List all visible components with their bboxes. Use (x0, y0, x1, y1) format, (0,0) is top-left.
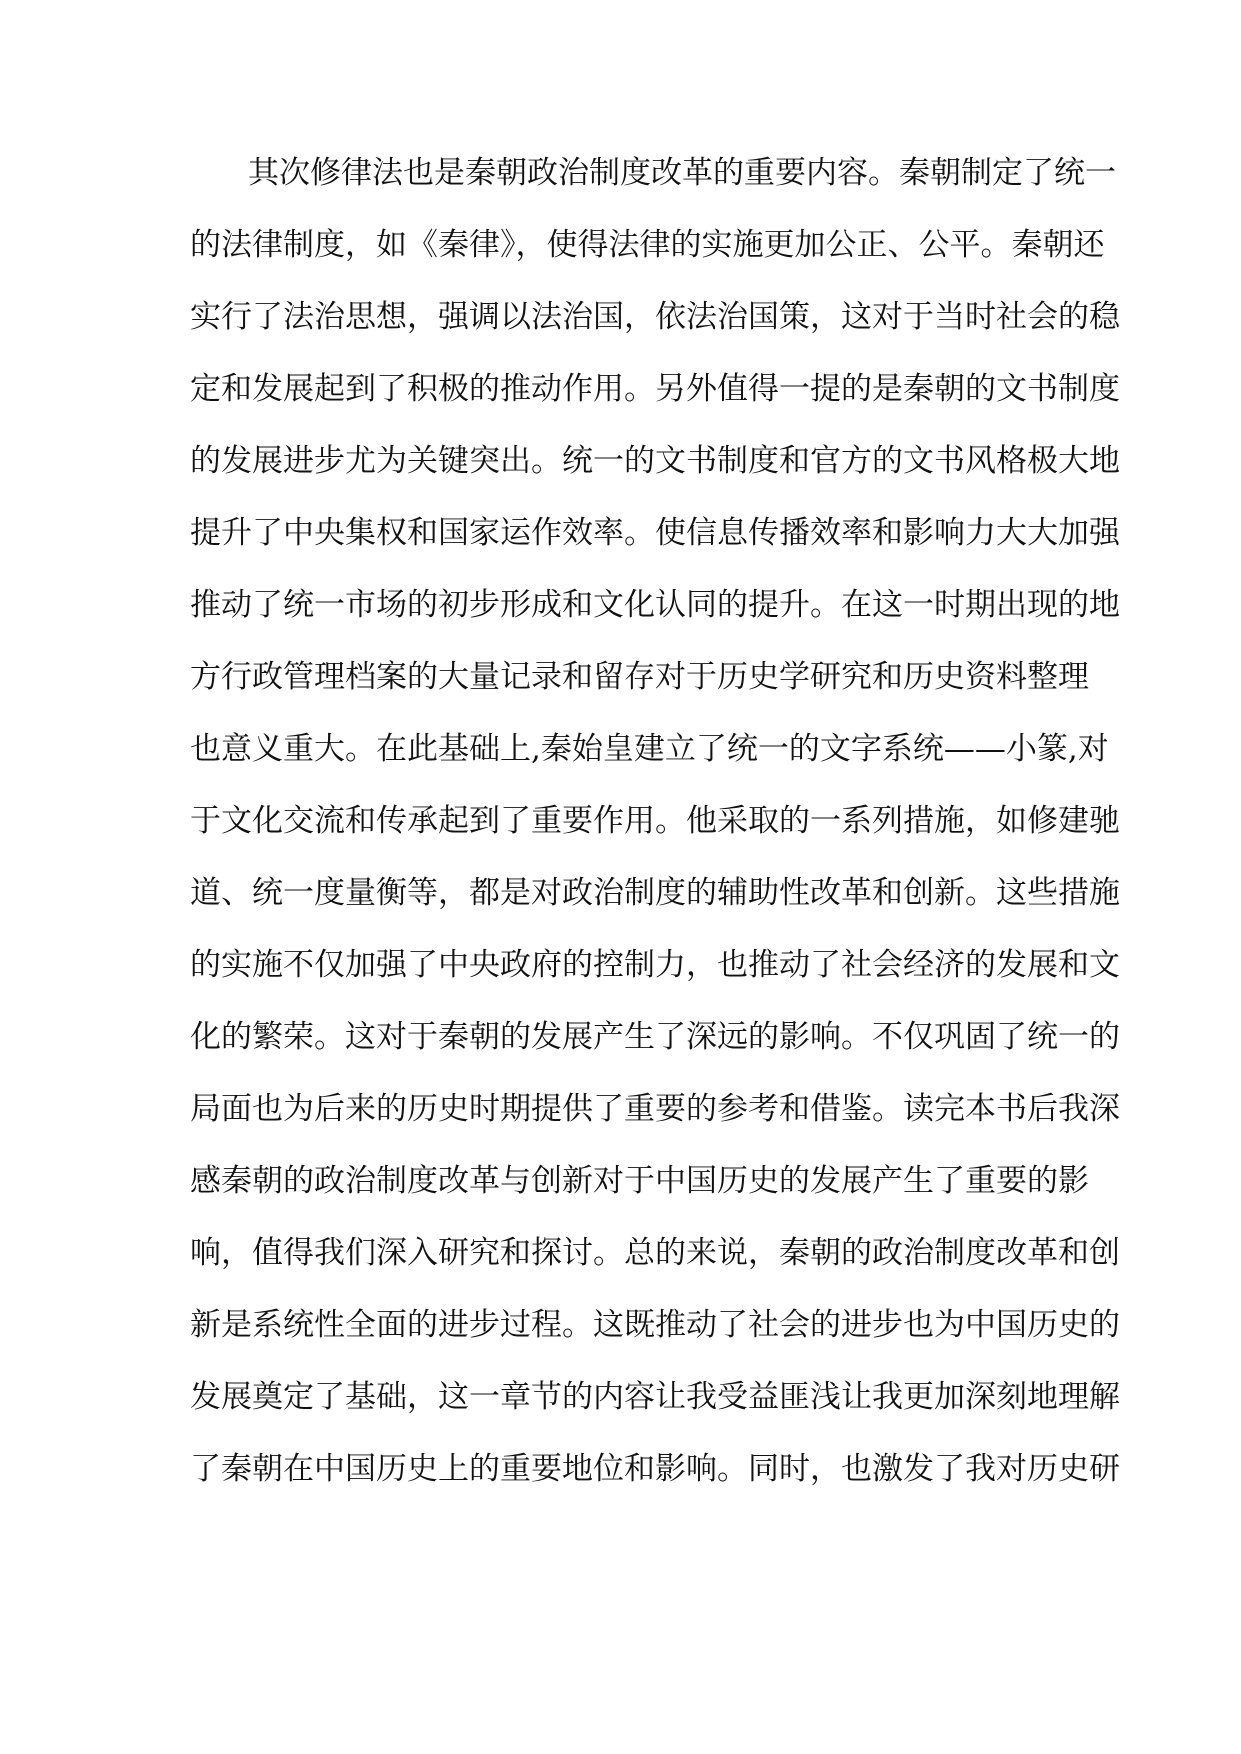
text-line-12: 的实施不仅加强了中央政府的控制力，也推动了社会经济的发展和文 (190, 947, 1120, 983)
text-line-7: 推动了统一市场的初步形成和文化认同的提升。在这一时期出现的地 (190, 587, 1120, 623)
text-line-19: 了秦朝在中国历史上的重要地位和影响。同时，也激发了我对历史研 (190, 1451, 1120, 1487)
text-line-1: 其次修律法也是秦朝政治制度改革的重要内容。秦朝制定了统一 (248, 155, 1116, 191)
text-line-10: 于文化交流和传承起到了重要作用。他采取的一系列措施，如修建驰 (190, 803, 1120, 839)
text-line-9: 也意义重大。在此基础上,秦始皇建立了统一的文字系统——小篆,对 (190, 731, 1109, 767)
text-line-2: 的法律制度，如《秦律》，使得法律的实施更加公正、公平。秦朝还 (190, 227, 1105, 263)
text-line-18: 发展奠定了基础，这一章节的内容让我受益匪浅让我更加深刻地理解 (190, 1379, 1120, 1415)
text-line-5: 的发展进步尤为关键突出。统一的文书制度和官方的文书风格极大地 (190, 443, 1120, 479)
body-paragraph (190, 142, 1120, 1510)
text-line-6: 提升了中央集权和国家运作效率。使信息传播效率和影响力大大加强 (190, 515, 1120, 551)
text-line-15: 感秦朝的政治制度改革与创新对于中国历史的发展产生了重要的影 (190, 1163, 1089, 1199)
text-line-13: 化的繁荣。这对于秦朝的发展产生了深远的影响。不仅巩固了统一的 (190, 1019, 1120, 1055)
text-line-14: 局面也为后来的历史时期提供了重要的参考和借鉴。读完本书后我深 (190, 1091, 1120, 1127)
text-line-16: 响，值得我们深入研究和探讨。总的来说，秦朝的政治制度改革和创 (190, 1235, 1120, 1271)
text-line-11: 道、统一度量衡等，都是对政治制度的辅助性改革和创新。这些措施 (190, 875, 1120, 911)
text-line-8: 方行政管理档案的大量记录和留存对于历史学研究和历史资料整理 (190, 659, 1089, 695)
text-line-4: 定和发展起到了积极的推动作用。另外值得一提的是秦朝的文书制度 (190, 371, 1120, 407)
text-line-3: 实行了法治思想，强调以法治国，依法治国策，这对于当时社会的稳 (190, 299, 1120, 335)
text-line-17: 新是系统性全面的进步过程。这既推动了社会的进步也为中国历史的 (190, 1307, 1120, 1343)
